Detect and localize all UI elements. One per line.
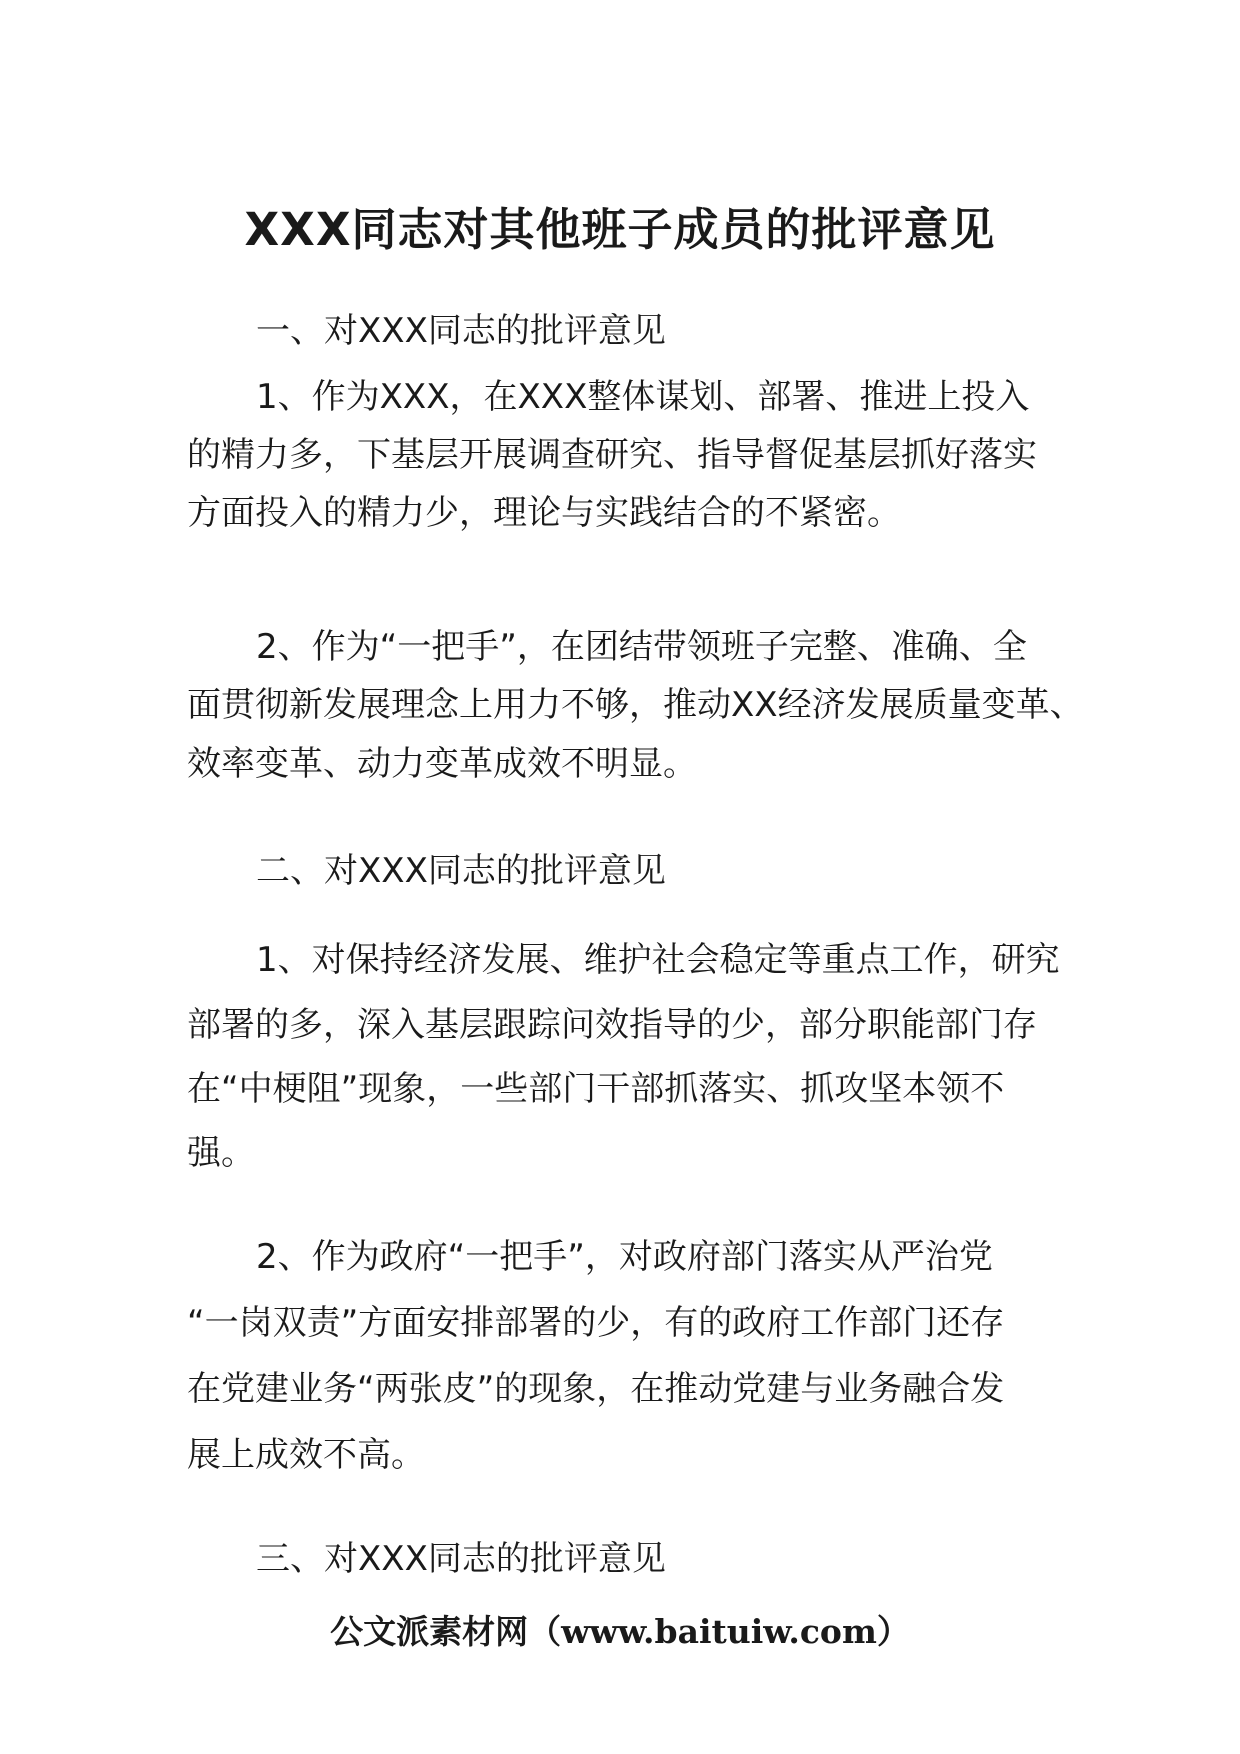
paragraph-line: “一岗双责”方面安排部署的少，有的政府工作部门还存 [187, 1303, 1005, 1343]
document-title: XXX同志对其他班子成员的批评意见 [244, 203, 996, 256]
paragraph-line: 1、作为XXX，在XXX整体谋划、部署、推进上投入 [256, 377, 1030, 417]
paragraph-line: 在“中梗阻”现象，一些部门干部抓落实、抓攻坚本领不 [187, 1069, 1005, 1109]
paragraph-line: 的精力多，下基层开展调查研究、指导督促基层抓好落实 [187, 435, 1037, 475]
paragraph-line: 面贯彻新发展理念上用力不够，推动XX经济发展质量变革、 [187, 685, 1084, 725]
paragraph-line: 2、作为“一把手”，在团结带领班子完整、准确、全 [256, 627, 1027, 667]
paragraph-line: 方面投入的精力少，理论与实践结合的不紧密。 [187, 493, 901, 533]
paragraph-line: 在党建业务“两张皮”的现象，在推动党建与业务融合发 [187, 1369, 1005, 1409]
paragraph-line: 1、对保持经济发展、维护社会稳定等重点工作，研究 [256, 940, 1060, 980]
section-heading-3: 三、对XXX同志的批评意见 [256, 1539, 666, 1579]
page-footer-source: 公文派素材网（www.baituiw.com） [330, 1612, 910, 1651]
paragraph-line: 强。 [187, 1133, 255, 1173]
section-heading-1: 一、对XXX同志的批评意见 [256, 311, 666, 351]
paragraph-line: 展上成效不高。 [187, 1435, 425, 1475]
paragraph-line: 部署的多，深入基层跟踪问效指导的少，部分职能部门存 [187, 1005, 1037, 1045]
paragraph-line: 2、作为政府“一把手”，对政府部门落实从严治党 [256, 1237, 993, 1277]
paragraph-line: 效率变革、动力变革成效不明显。 [187, 744, 697, 784]
section-heading-2: 二、对XXX同志的批评意见 [256, 851, 666, 891]
